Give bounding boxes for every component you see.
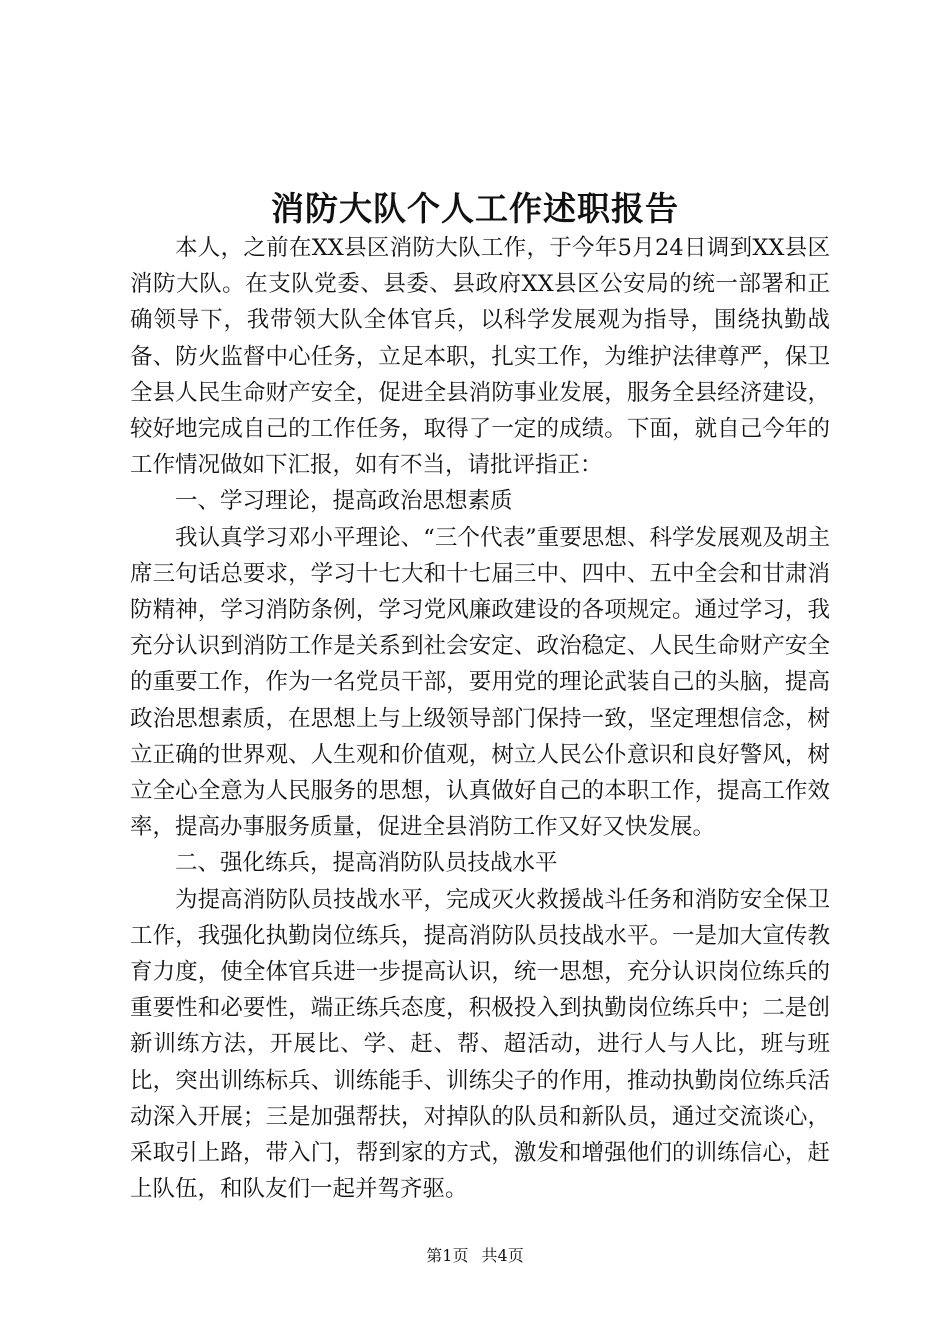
paragraph-intro: 本人，之前在XX县区消防大队工作，于今年5月24日调到XX县区消防大队。在支队党委、县委、县政府XX县区公安局的统一部署和正确领导下，我带领大队全体官兵，以科学发展观为指导，围绕执勤战备、防火监督中心任务，立足本职，扎实工作，为维护法律尊严，保卫全县人民生命财产安全，促进全县消防事业发展，服务全县经济建设，较好地完成自己的工作任务，取得了一定的成绩。下面，就自己今年的工作情况做如下汇报，如有不当，请批评指正：	[130, 235, 830, 479]
document-body	[130, 230, 830, 1207]
paragraph-section-1: 我认真学习邓小平理论、“三个代表”重要思想、科学发展观及胡主席三句话总要求，学习十七大和十七届三中、四中、五中全会和甘肃消防精神，学习消防条例，学习党风廉政建设的各项规定。通过学习，我充分认识到消防工作是关系到社会安定、政治稳定、人民生命财产安全的重要工作，作为一名党员干部，要用党的理论武装自己的头脑，提高政治思想素质，在思想上与上级领导部门保持一致，坚定理想信念，树立正确的世界观、人生观和价值观，树立人民公仆意识和良好警风，树立全心全意为人民服务的思想，认真做好自己的本职工作，提高工作效率，提高办事服务质量，促进全县消防工作又好又快发展。	[130, 524, 830, 841]
paragraph-section-2: 为提高消防队员技战水平，完成灭火救援战斗任务和消防安全保卫工作，我强化执勤岗位练兵，提高消防队员技战水平。一是加大宣传教育力度，使全体官兵进一步提高认识，统一思想，充分认识岗位练兵的重要性和必要性，端正练兵态度，积极投入到执勤岗位练兵中；二是创新训练方法，开展比、学、赶、帮、超活动，进行人与人比，班与班比，突出训练标兵、训练能手、训练尖子的作用，推动执勤岗位练兵活动深入开展；三是加强帮扶，对掉队的队员和新队员，通过交流谈心，采取引上路，带入门，帮到家的方式，激发和增强他们的训练信心，赶上队伍，和队友们一起并驾齐驱。	[130, 886, 830, 1203]
page-footer	[0, 1245, 950, 1267]
document-title: 消防大队个人工作述职报告	[271, 189, 679, 228]
section-heading-2: 二、强化练兵，提高消防队员技战水平	[175, 850, 558, 877]
page-number: 第1页	[426, 1246, 469, 1265]
page-total: 共4页	[481, 1246, 524, 1265]
section-heading-1: 一、学习理论，提高政治思想素质	[175, 488, 513, 515]
